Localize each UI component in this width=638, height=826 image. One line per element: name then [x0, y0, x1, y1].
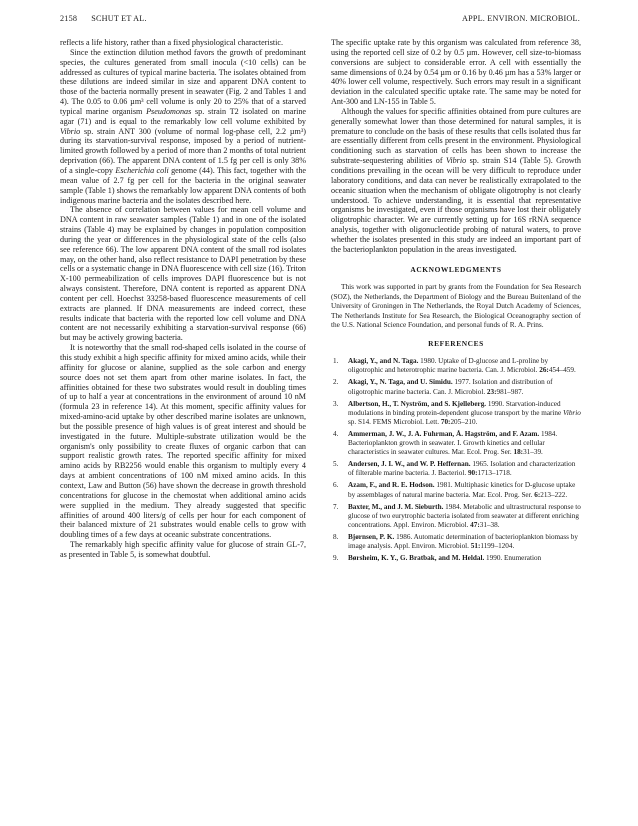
reference-item: 6. Azam, F., and R. E. Hodson. 1981. Multiphasic kinetics for D-glucose uptake by assemblages of natural marine bacteria. Mar. Ecol. Prog. Ser. 6:213–222. — [333, 481, 576, 499]
paragraph: The absence of correlation between values for mean cell volume and DNA content in raw seawater samples (Table 1) and in one of the isolated strains (Table 4) may be explained by changes in population composition during the year or differences in the physiological state of the cells (also see reference 66). The low apparent DNA content of the small rod isolates may, on the other hand, also reflect resistance to DAPI penetration by these cells or a systematic change in DNA fluorescence with cell size (16). Triton X-100 permeabilization of cells improves DAPI fluorescence but is not always consistent. Therefore, DNA content is reported as apparent DNA content per cell. Hoechst 33258-based fluorescence measurements of cell extracts are planned. If DNA measurements are indeed correct, these results indicate that bacteria with the reported low cell volume and DNA content are not necessarily exhibiting a starvation-survival response (66) but may be actively growing bacteria. — [60, 205, 306, 343]
journal-name: APPL. ENVIRON. MICROBIOL. — [461, 14, 580, 23]
paragraph: reflects a life history, rather than a fixed physiological characteristic. — [60, 38, 284, 47]
species-name: Vibrio — [60, 126, 81, 136]
paragraph: Although the values for specific affinities obtained from pure cultures are generally somewhat lower than those determined for natural samples, it is premature to conclude on the basis of these results that cells isolated thus far are essentially different from cells present in the environment. Physiological conditioning such as starvation of cells has been shown to increase the substrate-sequestering abilities of Vibrio sp. strain S14 (Table 5). Growth conditions prevailing in the ocean will be very difficult to reproduce under laboratory conditions, and data can never be realistically extrapolated to the oceanic situation when the mechanism of obligate oligotrophy is not clearly understood. To achieve understanding, it is essential that representative organisms be investigated, even if those organisms have lost their obligately oligotrophic character. We are currently setting up for 16S rRNA sequence analysis, together with oligonucleotide probing of natural waters, to prove whether the isolates presented in this study are indeed an important part of the bacterioplankton population in the areas investigated. — [331, 106, 581, 254]
running-header-left — [60, 14, 147, 23]
reference-item: 5. Andersen, J. I. W., and W. P. Heffernan. 1965. Isolation and characterization of filterable marine bacteria. J. Bacteriol. 90:1713–1718. — [333, 460, 576, 478]
paragraph: The remarkably high specific affinity value for glucose of strain GL-7, as presented in Table 5, is somewhat doubtful. — [60, 540, 306, 559]
paragraph: It is noteworthy that the small rod-shaped cells isolated in the course of this study exhibit a high specific affinity for mixed amino acids, while their affinity for glucose or alanine, supplied as the sole carbon and energy source does not set them apart from other marine isolates. In fact, the affinities obtained for these two substrates would result in doubling times of up to half a year at concentrations in the environment of around 10 nM (formula 23 in reference 14). At this moment, specific affinity values for mixed-amino-acid uptake by other described marine isolates are unknown, but the possible presence of high values is of great interest and should be investigated in the future. Multiple-substrate utilization would be the organism's only possibility to create fluxes of organic carbon that can support realistic growth rates. The reported specific affinity for mixed amino acids by RB2256 would enable this organism to multiply every 4 days at ambient concentrations of 100 nM mixed amino acids. In this context, Law and Button (56) have shown the decrease in growth threshold concentrations for glucose in the chemostat when additional amino acids were supplied in the medium. They already suggested that specific affinities of around 400 liters/g of cells per hour for each component of their balanced mixture of 21 substrates would enable cells to grow with doubling times of a few days at oceanic substrate concentrations. — [60, 343, 306, 540]
reference-item: 9. Børsheim, K. Y., G. Bratbak, and M. Heldal. 1990. Enumeration — [333, 554, 542, 563]
left-column — [60, 38, 306, 560]
species-name: Escherichia coli — [115, 165, 169, 175]
paragraph: The specific uptake rate by this organism was calculated from reference 38, using the reported cell size of 0.2 by 0.5 µm. However, cell size-to-biomass conversions are subject to considerable error. A cell with essentially the same dimensions of 0.24 by 0.54 µm or 0.16 by 0.46 µm has a 53% larger or 40% lower cell volume, respectively. Such errors may result in a significant deviation in the calculated specific uptake rate. The same may be noted for Ant-300 and LN-155 in Table 5. — [331, 38, 581, 107]
species-name: Pseudomonas — [146, 106, 192, 116]
paragraph: Since the extinction dilution method favors the growth of predominant species, the cultures generated from small inocula (<10 cells) can be addressed as cultures of typical marine bacteria. The isolates obtained from these dilutions are indeed similar in size and apparent DNA content to those of the bacteria normally present in seawater (Fig. 2 and Tables 1 and 4). The 0.05 to 0.06 µm³ cell volume is only 20 to 25% that of a starved typical marine organism Pseudomonas sp. strain T2 isolated on marine agar (71) and is equal to the remarkably low cell volume exhibited by Vibrio sp. strain ANT 300 (volume of normal log-phase cell, 2.2 µm³) during its starvation-survival response, imposed by a period of nutrient-limited growth followed by a period of more than 2 months of total nutrient deprivation (66). The apparent DNA content of 1.5 fg per cell is only 38% of a single-copy Escherichia coli genome (44). This fact, together with the mean value of 2.7 fg per cell for the bacteria in the original seawater sample (Table 1) shows the remarkably low apparent DNA contents of both indigenous marine bacteria and the isolates described here. — [60, 47, 307, 205]
reference-item: 2. Akagi, Y., N. Taga, and U. Simidu. 1977. Isolation and distribution of oligotrophic marine bacteria. Can. J. Microbiol. 23:981–987. — [333, 378, 553, 396]
references-heading: REFERENCES — [428, 339, 484, 349]
page-number: 2158 — [60, 14, 78, 23]
right-column — [331, 38, 581, 566]
acknowledgments-text: This work was supported in part by grants from the Foundation for Sea Research (SOZ), the Netherlands, the Department of Biology and the Bureau Buitenland of the University of Groningen in The Netherlands, the Royal Dutch Academy of Sciences, The Netherlands Institute for Sea Research, the Biological Oceanography section of the U.S. National Science Foundation, and personal funds of R. A. Prins. — [331, 282, 581, 330]
running-authors: SCHUT ET AL. — [91, 14, 147, 23]
reference-item: 4. Ammerman, J. W., J. A. Fuhrman, Å. Hagström, and F. Azam. 1984. Bacterioplankton growth in seawater. I. Growth kinetics and cellular characteristics in seawater cultures. Mar. Ecol. Prog. Ser. 18:31–39. — [333, 429, 558, 457]
species-name: Vibrio — [446, 156, 467, 166]
reference-list — [331, 357, 581, 563]
acknowledgments-heading: ACKNOWLEDGMENTS — [410, 264, 502, 274]
reference-item: 8. Bjørnsen, P. K. 1986. Automatic determination of bacterioplankton biomass by image analysis. Appl. Environ. Microbiol. 51:1199–1204. — [333, 532, 578, 550]
reference-item: 3. Albertson, H., T. Nyström, and S. Kjelleberg. 1990. Starvation-induced modulations in binding protein-dependent glucose transport by the marine Vibrio sp. S14. FEMS Microbiol. Lett. 70:205–210. — [333, 399, 581, 426]
reference-item: 1. Akagi, Y., and N. Taga. 1980. Uptake of D-glucose and L-proline by oligotrophic and heterotrophic marine bacteria. Can. J. Microbiol. 26:454–459. — [333, 357, 576, 375]
reference-item: 7. Baxter, M., and J. M. Sieburth. 1984. Metabolic and ultrastructural response to glucose of two eurytrophic bacteria isolated from seawater at different enriching concentrations. Appl. Environ. Microbiol. 47:31–38. — [333, 502, 581, 529]
